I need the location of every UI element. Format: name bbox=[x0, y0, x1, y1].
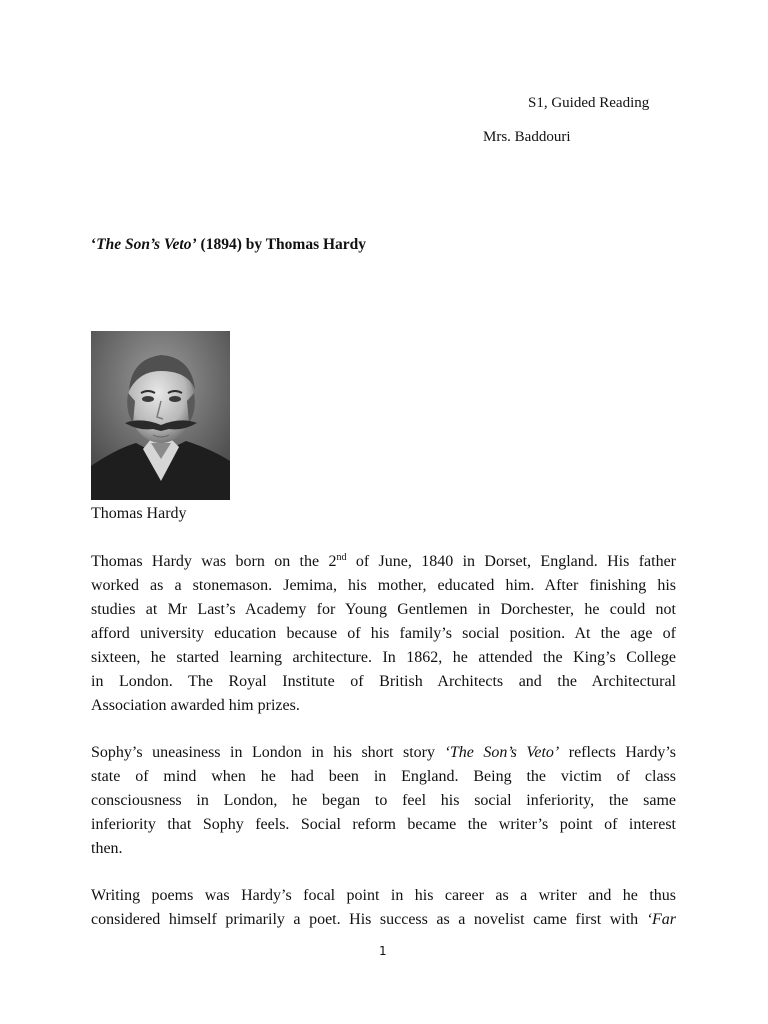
novel-title-fragment: ‘Far bbox=[646, 911, 676, 928]
text-segment: of June, 1840 in Dorset, England. His father bbox=[346, 553, 677, 570]
paragraph-poetry bbox=[91, 884, 676, 932]
text-line bbox=[91, 741, 676, 765]
document-title bbox=[91, 236, 366, 254]
story-title: ‘The Son’s Veto’ bbox=[444, 744, 560, 761]
text-segment: considered himself primarily a poet. His success as a novelist came first with bbox=[91, 911, 647, 928]
text-line: in London. The Royal Institute of British Architects and the Architectural bbox=[91, 673, 676, 690]
text-line: worked as a stonemason. Jemima, his mother, educated him. After finishing his bbox=[91, 577, 676, 594]
title-work: The Son’s Veto’ bbox=[96, 236, 197, 253]
text-segment: Thomas Hardy was born on the 2 bbox=[91, 553, 337, 570]
text-line: state of mind when he had been in England. Being the victim of class bbox=[91, 768, 676, 785]
ordinal-suffix: nd bbox=[336, 552, 347, 563]
text-line bbox=[91, 550, 676, 574]
course-label: S1, Guided Reading bbox=[528, 95, 650, 111]
text-line: inferiority that Sophy feels. Social reform became the writer’s point of interest bbox=[91, 816, 676, 833]
title-open-quote: ‘ bbox=[91, 236, 97, 253]
portrait-caption: Thomas Hardy bbox=[91, 505, 187, 522]
text-line: Association awarded him prizes. bbox=[91, 697, 300, 714]
text-segment: reflects Hardy’s bbox=[559, 744, 676, 761]
teacher-name: Mrs. Baddouri bbox=[483, 129, 571, 145]
text-line: consciousness in London, he began to feel his social inferiority, the same bbox=[91, 792, 676, 809]
author-portrait bbox=[91, 331, 230, 500]
text-line: then. bbox=[91, 840, 123, 857]
text-line: studies at Mr Last’s Academy for Young Gentlemen in Dorchester, he could not bbox=[91, 601, 676, 618]
title-rest: (1894) by Thomas Hardy bbox=[196, 236, 367, 253]
text-line: Writing poems was Hardy’s focal point in his career as a writer and he thus bbox=[91, 887, 676, 904]
paragraph-sophy bbox=[91, 741, 676, 861]
text-segment: Sophy’s uneasiness in London in his short story bbox=[91, 744, 445, 761]
text-line: afford university education because of his family’s social position. At the age of bbox=[91, 625, 676, 642]
text-line: sixteen, he started learning architecture. In 1862, he attended the King’s College bbox=[91, 649, 676, 666]
paragraph-biography bbox=[91, 550, 676, 718]
text-line bbox=[91, 908, 676, 932]
page-number: 1 bbox=[379, 944, 387, 958]
